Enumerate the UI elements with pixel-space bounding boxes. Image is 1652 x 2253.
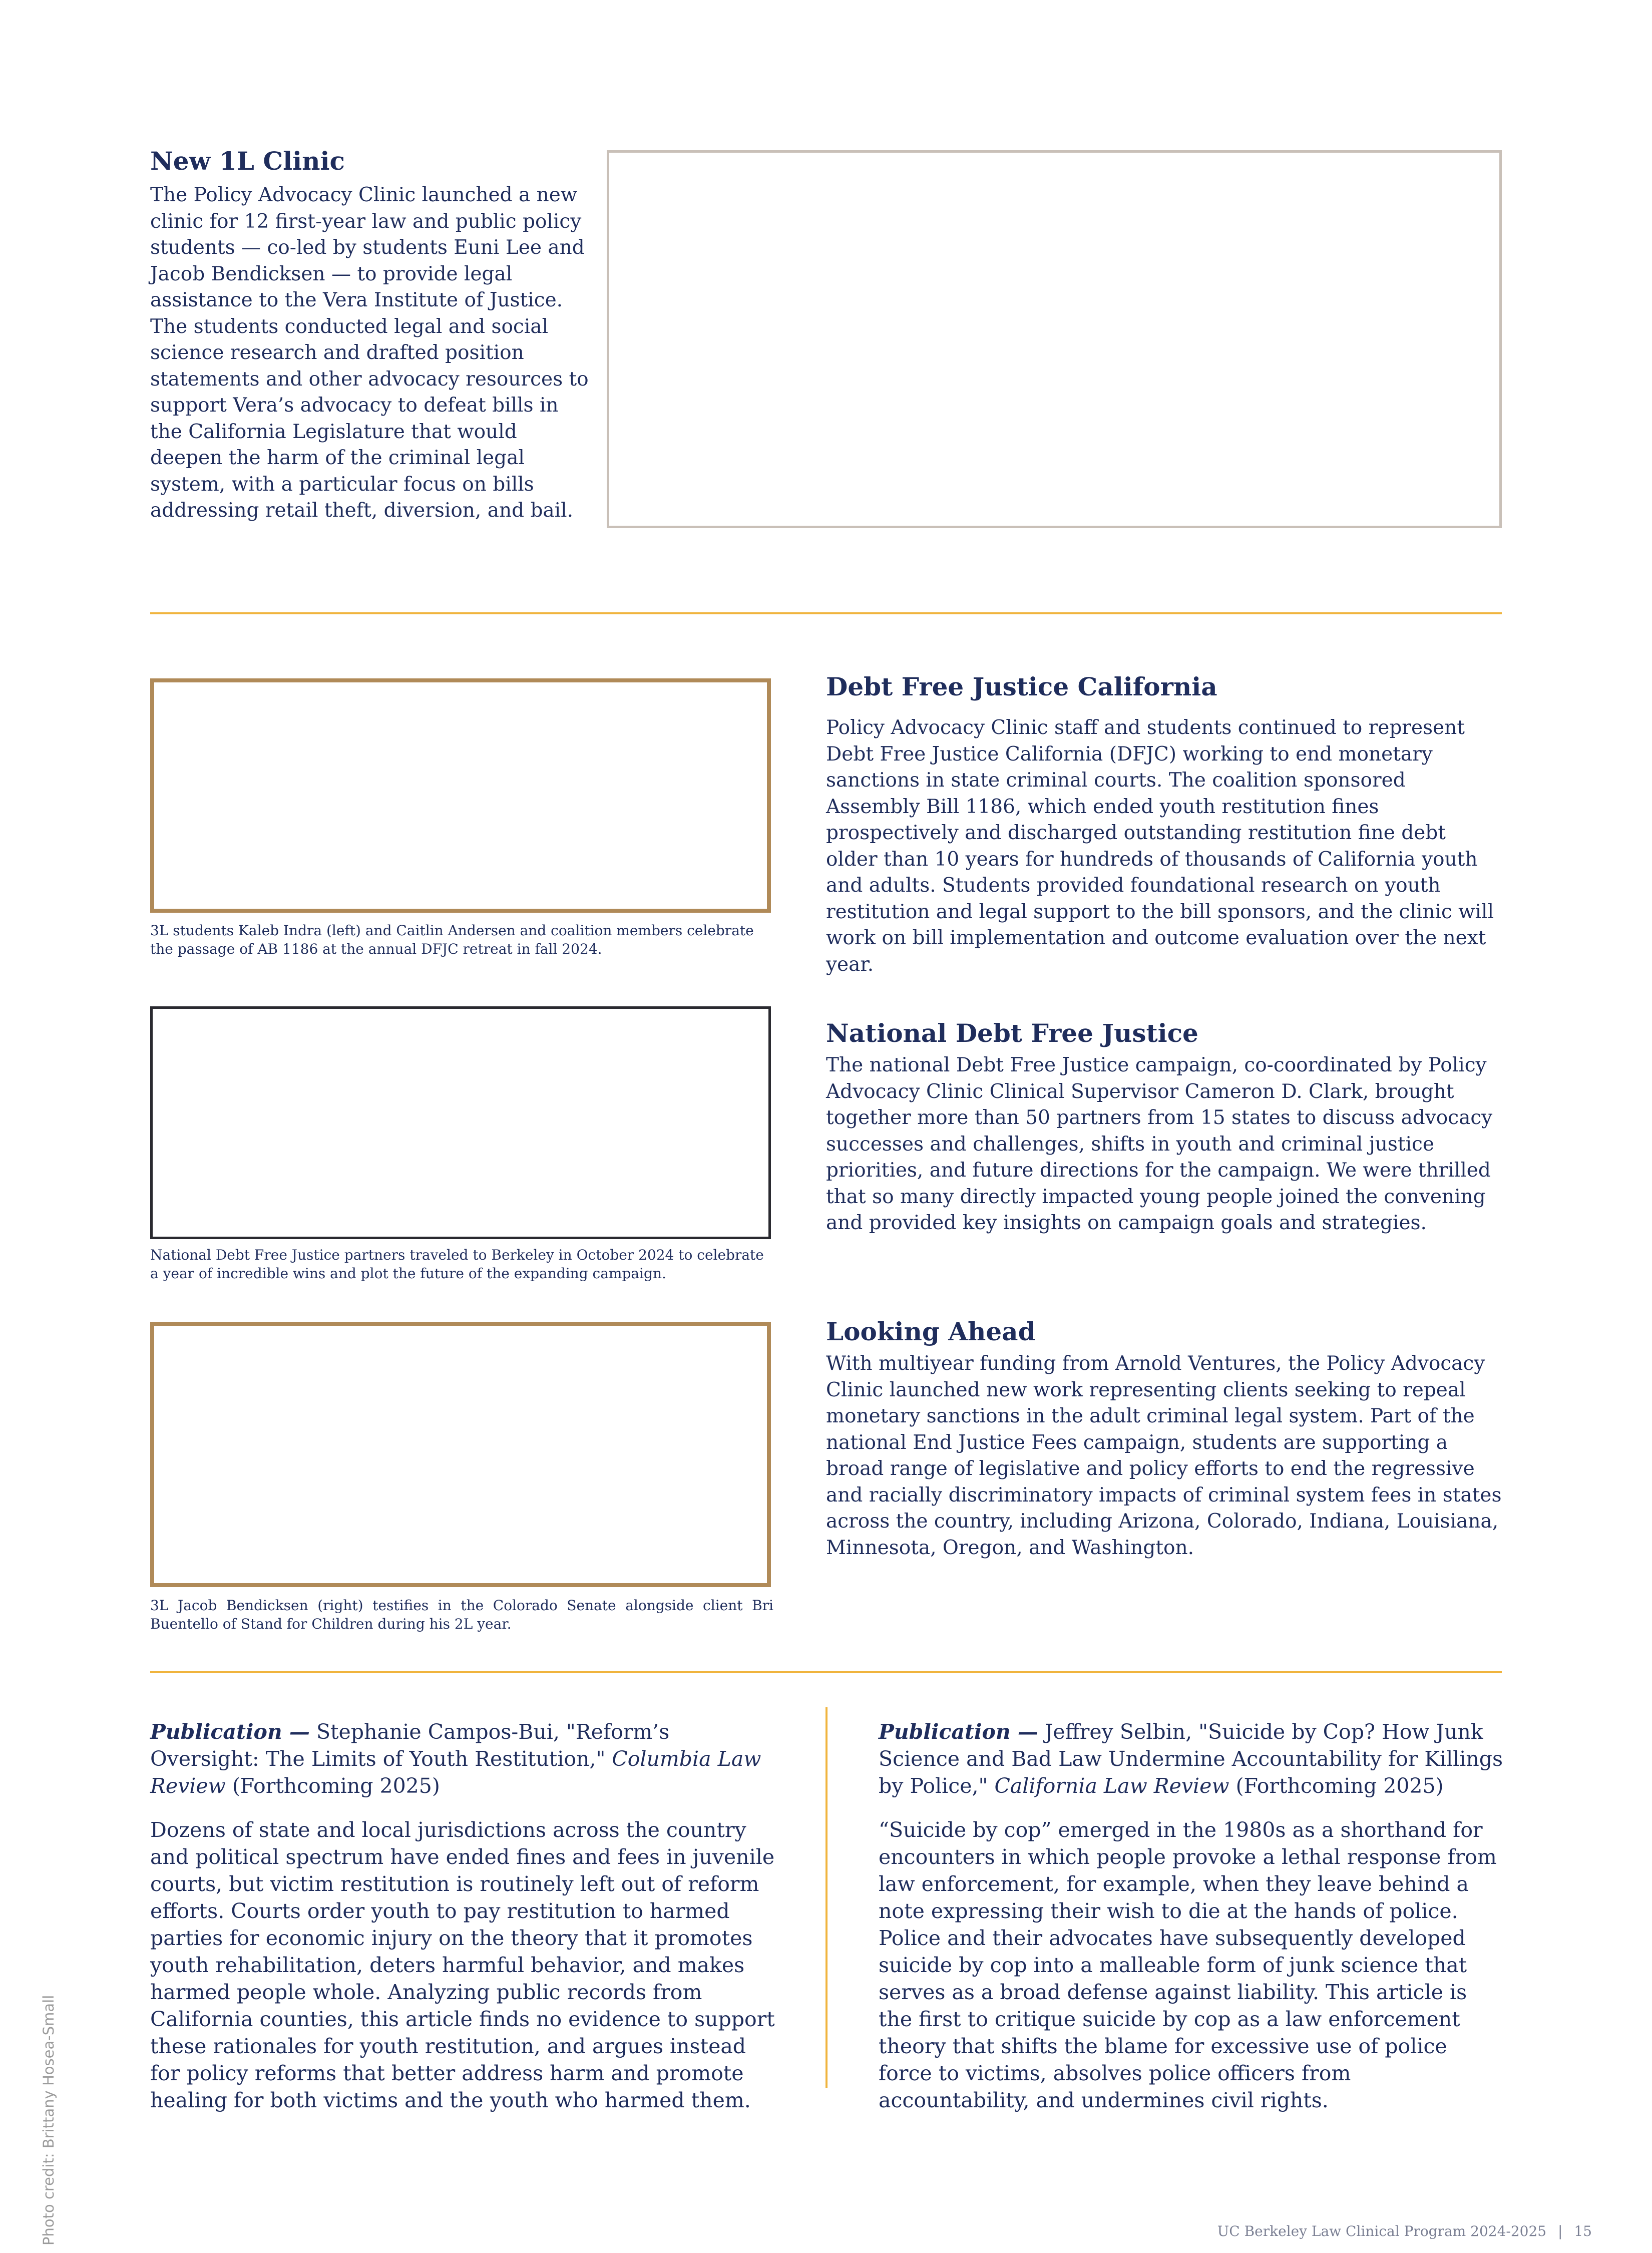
publication-abstract: “Suicide by cop” emerged in the 1980s as a shorthand for encounters in which people provoke a lethal response from law enforcement, for example, when they leave behind a note expressing their wish to die at the hands of police. Police and their advocates have subsequently developed suicide by cop into a malleable form of junk science that serves as a broad defense against liability. This article is the first to critique suicide by cop as a law enforcement theory that shifts the blame for excessive use of police force to victims, absolves police officers from accountability, and undermines civil rights. xyxy=(879,1818,1497,2112)
publication-label: Publication — xyxy=(879,1720,1038,1744)
section-looking-ahead xyxy=(826,1316,1503,1561)
journal-name: California Law Review xyxy=(994,1774,1229,1798)
journal-name: Columbia Law Review xyxy=(150,1747,761,1798)
page-number: 15 xyxy=(1574,2223,1592,2239)
column-divider xyxy=(825,1707,828,2088)
citation-status: (Forthcoming 2025) xyxy=(225,1774,440,1798)
citation-text: Jeffrey Selbin, "Suicide by Cop? How Junk Science and Bad Law Undermine Accountability for Killings by Police," xyxy=(879,1720,1503,1798)
publication-right xyxy=(879,1718,1504,2114)
photo-national-convening xyxy=(150,1006,771,1239)
publication-abstract: Dozens of state and local jurisdictions across the country and political spectrum have ended fines and fees in juvenile courts, but victim restitution is routinely left out of reform efforts. Courts order youth to pay restitution to harmed parties for economic injury on the theory that it promotes youth rehabilitation, deters harmful behavior, and makes harmed people whole. Analyzing public records from California counties, this article finds no evidence to support these rationales for youth restitution, and argues instead for policy reforms that better address harm and promote healing for both victims and the youth who harmed them. xyxy=(150,1818,775,2112)
section-heading: National Debt Free Justice xyxy=(826,1018,1198,1048)
section-body: With multiyear funding from Arnold Ventures, the Policy Advocacy Clinic launched new work representing clients seeking to repeal monetary sanctions in the adult criminal legal system. Part of the national End Justice Fees campaign, students are supporting a broad range of legislative and policy efforts to end the regressive and racially discriminatory impacts of criminal system fees in states across the country, including Arizona, Colorado, Indiana, Louisiana, Minnesota, Oregon, and Washington. xyxy=(826,1352,1502,1559)
publication-citation xyxy=(150,1718,778,1799)
footer-title: UC Berkeley Law Clinical Program 2024-2025 xyxy=(1217,2223,1547,2239)
section-body: The national Debt Free Justice campaign, co-coordinated by Policy Advocacy Clinic Clinical Supervisor Cameron D. Clark, brought together more than 50 partners from 15 states to discuss advocacy successes and challenges, shifts in youth and criminal justice priorities, and future directions for the campaign. We were thrilled that so many directly impacted young people joined the convening and provided key insights on campaign goals and strategies. xyxy=(826,1054,1493,1234)
publication-label: Publication — xyxy=(150,1720,310,1744)
publication-left xyxy=(150,1718,778,2114)
photo-credit: Photo credit: Brittany Hosea-Small xyxy=(40,1995,57,2245)
section-divider xyxy=(150,1671,1502,1673)
section-dfjc xyxy=(826,671,1503,978)
section-body: The Policy Advocacy Clinic launched a new clinic for 12 first-year law and public policy students — co-led by students Euni Lee and Jacob Bendicksen — to provide legal assistance to the Vera Institute of Justice. The students conducted legal and social science research and drafted position statements and other advocacy resources to support Vera’s advocacy to defeat bills in the California Legislature that would deepen the harm of the criminal legal system, with a particular focus on bills addressing retail theft, diversion, and bail. xyxy=(150,184,589,522)
section-new-1l-clinic xyxy=(150,145,591,524)
citation-status: (Forthcoming 2025) xyxy=(1229,1774,1444,1798)
photo-dfjc-retreat xyxy=(150,678,771,913)
citation-text: Stephanie Campos-Bui, "Reform’s Oversight: The Limits of Youth Restitution," xyxy=(150,1720,670,1771)
page-footer xyxy=(1217,2223,1592,2239)
section-national-dfj xyxy=(826,1017,1503,1237)
section-heading: Debt Free Justice California xyxy=(826,672,1217,701)
publication-citation xyxy=(879,1718,1504,1799)
photo-new-1l-clinic xyxy=(607,150,1502,528)
section-heading: New 1L Clinic xyxy=(150,146,345,176)
photo-caption: 3L students Kaleb Indra (left) and Caitlin Andersen and coalition members celebrate the passage of AB 1186 at the annual DFJC retreat in fall 2024. xyxy=(150,922,754,957)
section-heading: Looking Ahead xyxy=(826,1317,1036,1346)
footer-separator: | xyxy=(1558,2223,1563,2239)
section-divider xyxy=(150,612,1502,614)
photo-caption: National Debt Free Justice partners traveled to Berkeley in October 2024 to celebrate a year of incredible wins and plot the future of the expanding campaign. xyxy=(150,1247,764,1282)
photo-colorado-senate xyxy=(150,1322,771,1587)
photo-caption: 3L Jacob Bendicksen (right) testifies in the Colorado Senate alongside client Bri Buentello of Stand for Children during his 2L year. xyxy=(150,1597,773,1632)
section-body: Policy Advocacy Clinic staff and students continued to represent Debt Free Justice California (DFJC) working to end monetary sanctions in state criminal courts. The coalition sponsored Assembly Bill 1186, which ended youth restitution fines prospectively and discharged outstanding restitution fine debt older than 10 years for hundreds of thousands of California youth and adults. Students provided foundational research on youth restitution and legal support to the bill sponsors, and the clinic will work on bill implementation and outcome evaluation over the next year. xyxy=(826,716,1494,976)
